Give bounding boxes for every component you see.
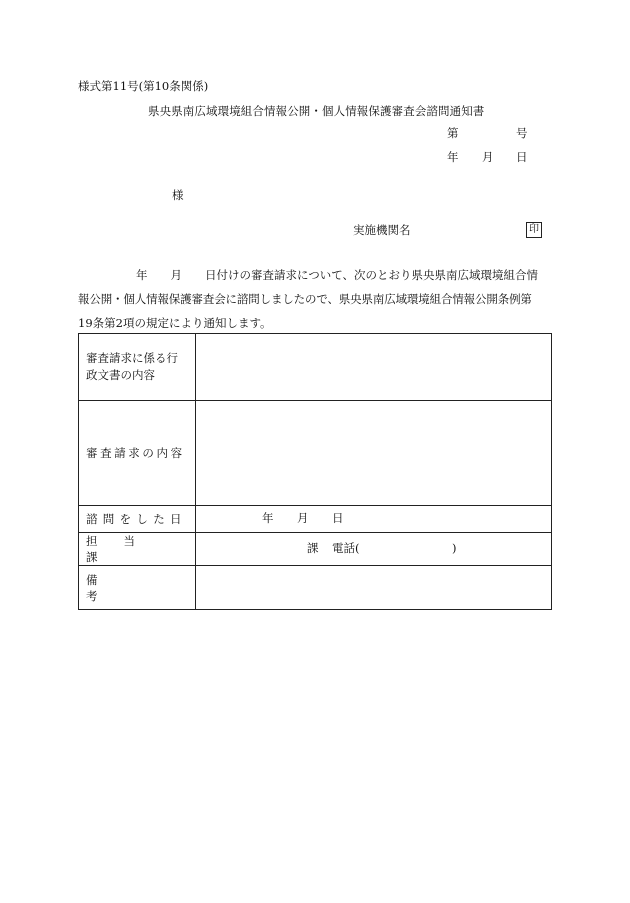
issue-date-month: 月 <box>482 150 494 164</box>
inquiry-date-field[interactable] <box>196 506 552 533</box>
label-cell <box>79 401 196 506</box>
row1-label-line2: 政文書の内容 <box>86 368 155 382</box>
row3-label: 諮問をした日 <box>86 512 187 526</box>
phone-close: ) <box>452 541 457 555</box>
remarks-field[interactable] <box>196 566 552 610</box>
form-number: 様式第11号(第10条関係) <box>78 79 209 93</box>
label-cell <box>79 566 196 610</box>
body-line-3: 19条第2項の規定により通知します。 <box>78 316 272 330</box>
inquiry-date-day: 日 <box>332 511 344 525</box>
notice-body <box>78 263 554 335</box>
doc-number-go: 号 <box>516 126 528 140</box>
doc-number-dai: 第 <box>447 126 459 140</box>
department-field[interactable] <box>196 533 552 566</box>
label-cell <box>79 334 196 401</box>
body-line-1 <box>78 268 538 282</box>
issue-date-day: 日 <box>516 150 528 164</box>
issue-date-year: 年 <box>447 150 459 164</box>
table-row <box>79 401 552 506</box>
label-cell <box>79 533 196 566</box>
row4-label: 担当課 <box>86 534 161 564</box>
body-line-1-text: 日付けの審査請求について、次のとおり県央県南広域環境組合情 <box>205 268 539 282</box>
request-date-month: 月 <box>170 268 182 282</box>
inquiry-date-month: 月 <box>297 511 309 525</box>
table-row <box>79 566 552 610</box>
inquiry-table <box>78 333 552 610</box>
inquiry-date-year: 年 <box>262 511 274 525</box>
phone-label: 電話( <box>332 541 360 555</box>
request-date-year: 年 <box>136 268 148 282</box>
label-cell <box>79 506 196 533</box>
addressee-suffix: 様 <box>172 188 184 202</box>
agency-label: 実施機関名 <box>353 223 411 237</box>
row4-label-wrap <box>86 533 191 565</box>
document-title: 県央県南広域環境組合情報公開・個人情報保護審査会諮問通知書 <box>148 104 485 118</box>
department-ka: 課 <box>307 541 319 555</box>
body-line-2: 報公開・個人情報保護審査会に諮問しましたので、県央県南広域環境組合情報公開条例第 <box>78 292 532 306</box>
row5-label: 備考 <box>86 572 166 603</box>
row1-label-line1: 審査請求に係る行 <box>86 351 178 365</box>
seal-mark: 印 <box>526 222 542 238</box>
row2-label: 審査請求の内容 <box>86 446 185 460</box>
document-content-field[interactable] <box>196 334 552 401</box>
table-row <box>79 334 552 401</box>
request-content-field[interactable] <box>196 401 552 506</box>
table-row <box>79 506 552 533</box>
table-row <box>79 533 552 566</box>
